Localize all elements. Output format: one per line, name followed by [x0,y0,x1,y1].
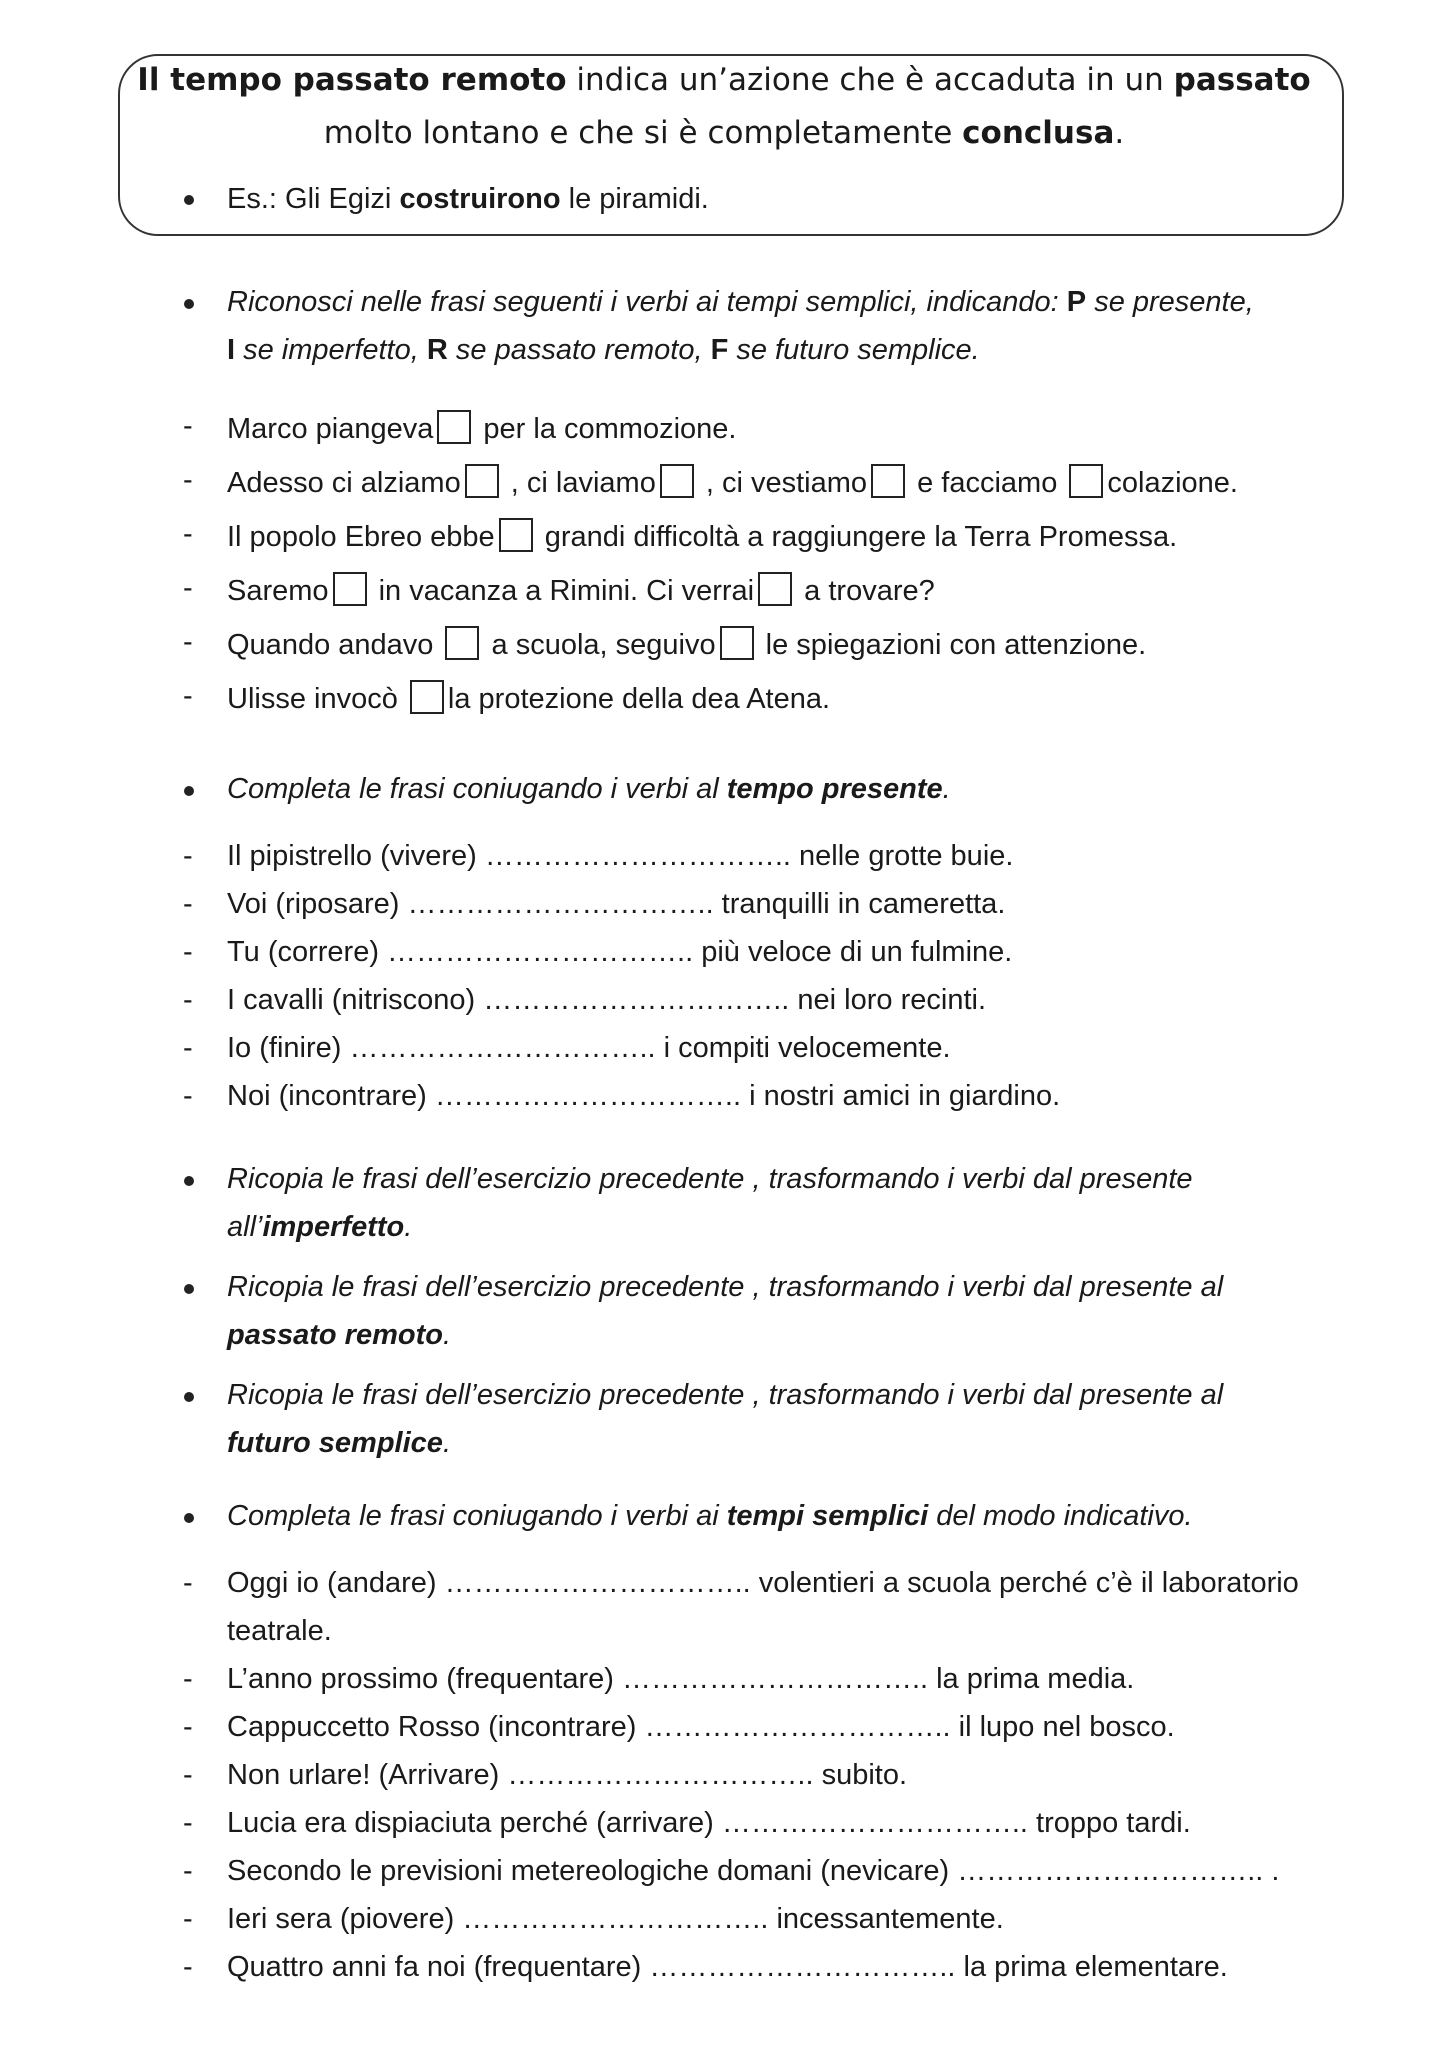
dash: - [183,984,193,1016]
ex1-instruction-line-2: I se imperfetto, R se passato remoto, F se futuro semplice. [227,334,980,366]
dash: - [183,1855,193,1887]
ex4-instruction-line-1: Ricopia le frasi dell’esercizio precedente , trasformando i verbi dal presente al [227,1271,1224,1303]
bullet-icon [184,786,194,796]
answer-box[interactable] [499,518,533,552]
ex2-sentence: Io (finire) ………………………….. i compiti velocemente. [227,1032,951,1064]
dash: - [183,1567,193,1599]
dash: - [183,1951,193,1983]
ex1-instruction-line-1: Riconosci nelle frasi seguenti i verbi ai tempi semplici, indicando: P se presente, [227,286,1254,318]
bullet-icon [184,299,194,309]
ex6-sentence: Lucia era dispiaciuta perché (arrivare) ………………………….. troppo tardi. [227,1807,1191,1839]
ex6-sentence: Cappuccetto Rosso (incontrare) ………………………….. il lupo nel bosco. [227,1711,1175,1743]
ex5-instruction-line-1: Ricopia le frasi dell’esercizio precedente , trasformando i verbi dal presente al [227,1379,1224,1411]
ex1-sentence-6: Ulisse invocò la protezione della dea Atena. [227,680,830,716]
rule-line-1: Il tempo passato remoto indica un’azione che è accaduta in un passato [137,62,1311,98]
ex1-sentence-3: Il popolo Ebreo ebbe grandi difficoltà a raggiungere la Terra Promessa. [227,518,1177,554]
bullet-icon [184,1176,194,1186]
dash: - [183,888,193,920]
answer-box[interactable] [871,464,905,498]
ex2-sentence: I cavalli (nitriscono) ………………………….. nei loro recinti. [227,984,986,1016]
dash: - [183,1759,193,1791]
dash: - [183,464,193,496]
ex6-sentence: L’anno prossimo (frequentare) ………………………….. la prima media. [227,1663,1135,1695]
ex1-sentence-1: Marco piangeva per la commozione. [227,410,736,446]
answer-box[interactable] [437,410,471,444]
ex1-sentence-4: Saremo in vacanza a Rimini. Ci verrai a trovare? [227,572,935,608]
ex2-sentence: Il pipistrello (vivere) ………………………….. nelle grotte buie. [227,840,1014,872]
ex4-instruction-line-2: passato remoto. [227,1319,452,1351]
ex6-sentence: Quattro anni fa noi (frequentare) ………………………….. la prima elementare. [227,1951,1228,1983]
answer-box[interactable] [445,626,479,660]
answer-box[interactable] [720,626,754,660]
dash: - [183,840,193,872]
ex1-sentence-2: Adesso ci alziamo , ci laviamo , ci vestiamo e facciamo colazione. [227,464,1238,500]
dash: - [183,1032,193,1064]
dash: - [183,410,193,442]
ex6-sentence: Ieri sera (piovere) ………………………….. incessantemente. [227,1903,1004,1935]
answer-box[interactable] [465,464,499,498]
dash: - [183,572,193,604]
ex2-sentence: Voi (riposare) ………………………….. tranquilli in cameretta. [227,888,1006,920]
dash: - [183,518,193,550]
answer-box[interactable] [660,464,694,498]
answer-box[interactable] [333,572,367,606]
dash: - [183,680,193,712]
ex3-instruction-line-2: all’imperfetto. [227,1211,413,1243]
ex2-instruction: Completa le frasi coniugando i verbi al tempo presente. [227,773,951,805]
ex6-instruction: Completa le frasi coniugando i verbi ai tempi semplici del modo indicativo. [227,1500,1193,1532]
dash: - [183,1807,193,1839]
rule-example: Es.: Gli Egizi costruirono le piramidi. [227,183,709,215]
ex6-sentence: Non urlare! (Arrivare) ………………………….. subito. [227,1759,908,1791]
ex1-sentence-5: Quando andavo a scuola, seguivo le spiegazioni con attenzione. [227,626,1146,662]
answer-box[interactable] [758,572,792,606]
dash: - [183,1903,193,1935]
ex2-sentence: Noi (incontrare) ………………………….. i nostri amici in giardino. [227,1080,1061,1112]
ex6-sentence: Secondo le previsioni metereologiche domani (nevicare) ………………………….. . [227,1855,1280,1887]
dash: - [183,936,193,968]
answer-box[interactable] [410,680,444,714]
bullet-icon [184,1284,194,1294]
dash: - [183,1663,193,1695]
dash: - [183,1080,193,1112]
answer-box[interactable] [1069,464,1103,498]
bullet-icon [184,1392,194,1402]
ex6-sentence: Oggi io (andare) ………………………….. volentieri a scuola perché c’è il laboratorio [227,1567,1299,1599]
dash: - [183,626,193,658]
ex6-sentence-continuation: teatrale. [227,1615,332,1647]
bullet-icon [184,1513,194,1523]
bullet-icon [184,195,194,205]
dash: - [183,1711,193,1743]
rule-line-2: molto lontano e che si è completamente conclusa. [323,115,1125,151]
ex5-instruction-line-2: futuro semplice. [227,1427,451,1459]
ex2-sentence: Tu (correre) ………………………….. più veloce di un fulmine. [227,936,1013,968]
ex3-instruction-line-1: Ricopia le frasi dell’esercizio precedente , trasformando i verbi dal presente [227,1163,1193,1195]
